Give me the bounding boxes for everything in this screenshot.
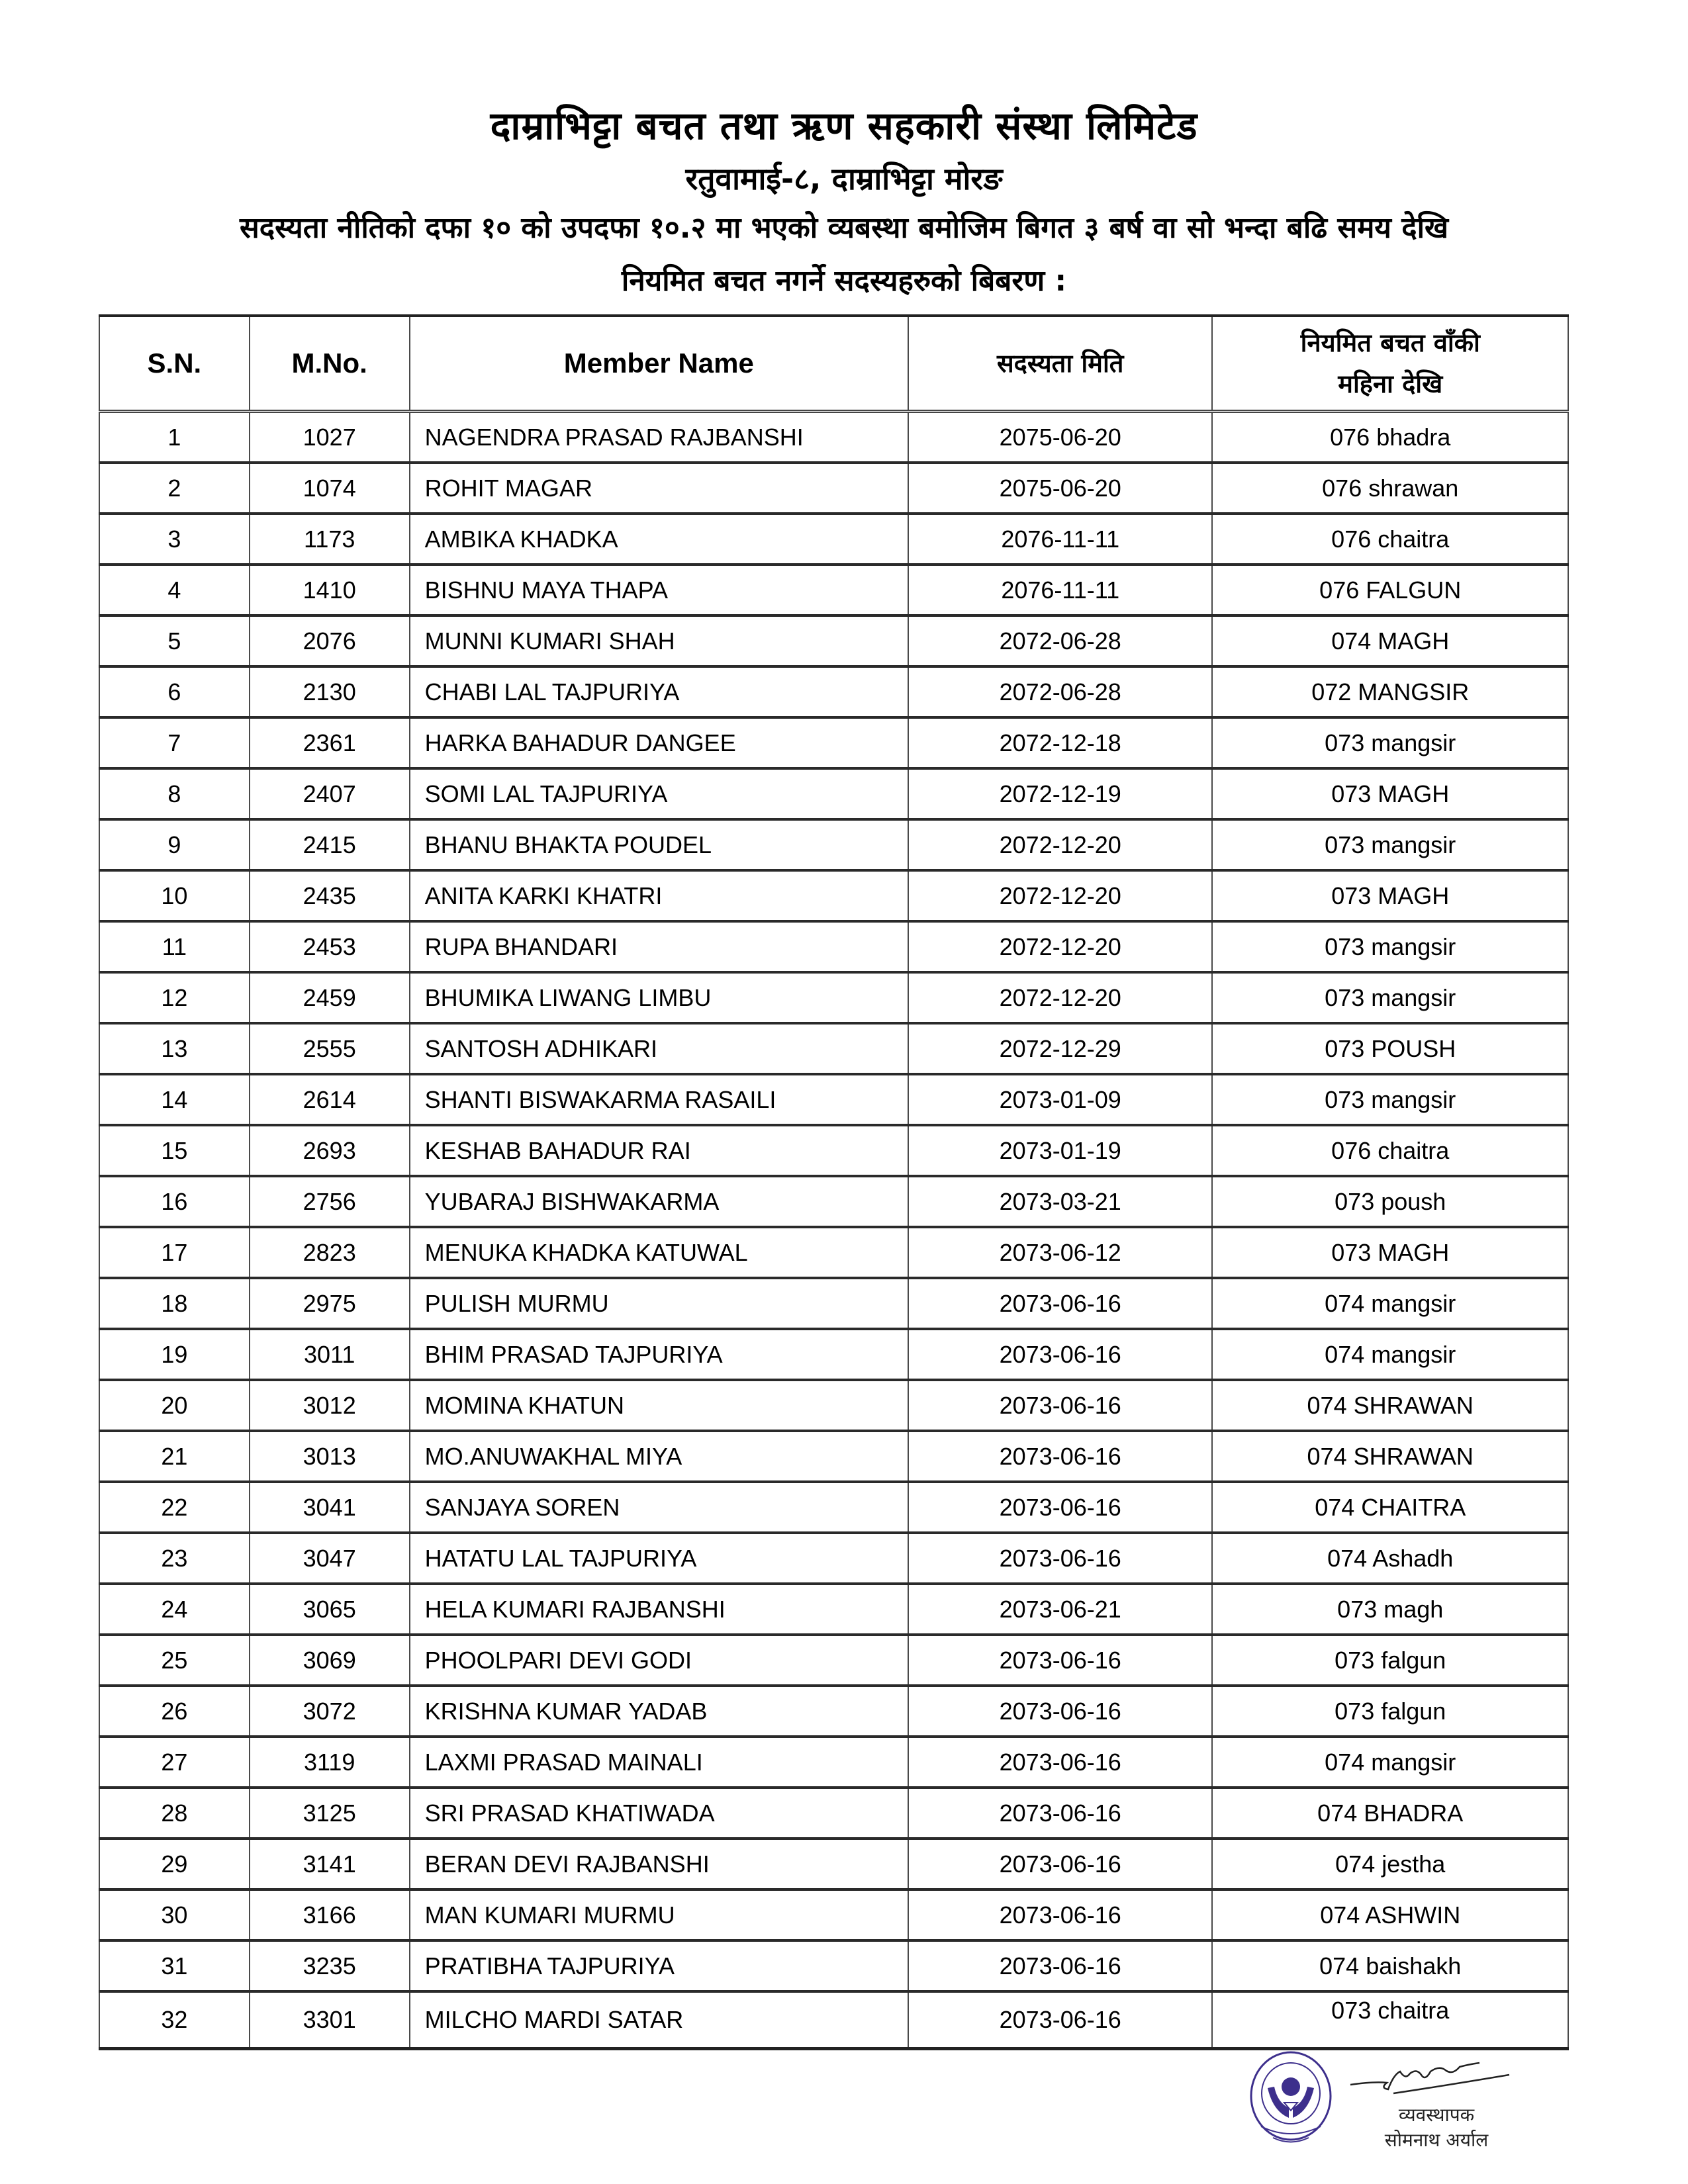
table-row	[99, 1431, 1568, 1482]
serial-number-cell: 14	[99, 1074, 250, 1125]
member-name-cell: SHANTI BISWAKARMA RASAILI	[410, 1074, 908, 1125]
membership-date-cell: 2073-06-16	[908, 1482, 1213, 1533]
member-number-cell: 3065	[250, 1584, 410, 1635]
pending-savings-since-cell: 076 bhadra	[1212, 412, 1568, 463]
membership-date-cell: 2073-06-16	[908, 1635, 1213, 1686]
membership-date-cell: 2072-12-20	[908, 870, 1213, 921]
member-name-cell: KRISHNA KUMAR YADAB	[410, 1686, 908, 1737]
member-number-cell: 2693	[250, 1125, 410, 1176]
member-name-cell: PULISH MURMU	[410, 1278, 908, 1329]
serial-number-cell: 4	[99, 565, 250, 615]
membership-date-cell: 2073-06-16	[908, 1278, 1213, 1329]
membership-date-cell: 2073-06-16	[908, 1788, 1213, 1839]
serial-number-cell: 12	[99, 972, 250, 1023]
membership-date-cell: 2072-06-28	[908, 666, 1213, 717]
table-row	[99, 1482, 1568, 1533]
member-name-cell: SANJAYA SOREN	[410, 1482, 908, 1533]
membership-date-cell: 2073-06-16	[908, 1991, 1213, 2049]
membership-date-cell: 2073-06-16	[908, 1533, 1213, 1584]
table-row	[99, 1023, 1568, 1074]
member-name-cell: BHANU BHAKTA POUDEL	[410, 819, 908, 870]
pending-savings-since-cell: 073 mangsir	[1212, 921, 1568, 972]
member-number-cell: 3011	[250, 1329, 410, 1380]
pending-savings-since-cell: 073 falgun	[1212, 1686, 1568, 1737]
member-number-cell: 2361	[250, 717, 410, 768]
table-row	[99, 717, 1568, 768]
member-name-cell: SRI PRASAD KHATIWADA	[410, 1788, 908, 1839]
membership-date-cell: 2072-12-20	[908, 921, 1213, 972]
table-row	[99, 1839, 1568, 1889]
table-row	[99, 1940, 1568, 1991]
member-name-cell: ROHIT MAGAR	[410, 463, 908, 514]
table-row	[99, 1788, 1568, 1839]
member-number-cell: 2435	[250, 870, 410, 921]
serial-number-cell: 16	[99, 1176, 250, 1227]
pending-savings-since-cell: 074 MAGH	[1212, 615, 1568, 666]
pending-savings-since-cell: 073 mangsir	[1212, 819, 1568, 870]
membership-date-cell: 2076-11-11	[908, 565, 1213, 615]
membership-date-cell: 2073-06-16	[908, 1889, 1213, 1940]
serial-number-cell: 21	[99, 1431, 250, 1482]
serial-number-cell: 3	[99, 514, 250, 565]
table-row	[99, 1176, 1568, 1227]
column-header-membership-date: सदस्यता मिति	[908, 316, 1213, 412]
serial-number-cell: 13	[99, 1023, 250, 1074]
member-number-cell: 3235	[250, 1940, 410, 1991]
membership-date-cell: 2073-06-16	[908, 1431, 1213, 1482]
pending-savings-since-cell: 073 magh	[1212, 1584, 1568, 1635]
member-number-cell: 1173	[250, 514, 410, 565]
member-name-cell: MILCHO MARDI SATAR	[410, 1991, 908, 2049]
pending-savings-since-cell: 073 chaitra	[1212, 1991, 1568, 2049]
serial-number-cell: 15	[99, 1125, 250, 1176]
table-row	[99, 1380, 1568, 1431]
member-number-cell: 1027	[250, 412, 410, 463]
membership-date-cell: 2072-06-28	[908, 615, 1213, 666]
serial-number-cell: 24	[99, 1584, 250, 1635]
table-row	[99, 870, 1568, 921]
member-number-cell: 3041	[250, 1482, 410, 1533]
membership-date-cell: 2073-06-16	[908, 1737, 1213, 1788]
member-number-cell: 2453	[250, 921, 410, 972]
member-name-cell: BHIM PRASAD TAJPURIYA	[410, 1329, 908, 1380]
serial-number-cell: 10	[99, 870, 250, 921]
pending-savings-since-cell: 074 mangsir	[1212, 1278, 1568, 1329]
column-header-member-number: M.No.	[250, 316, 410, 412]
member-number-cell: 3301	[250, 1991, 410, 2049]
pending-savings-since-cell: 074 mangsir	[1212, 1737, 1568, 1788]
member-number-cell: 3072	[250, 1686, 410, 1737]
serial-number-cell: 17	[99, 1227, 250, 1278]
member-number-cell: 1410	[250, 565, 410, 615]
table-row	[99, 412, 1568, 463]
pending-savings-since-cell: 074 mangsir	[1212, 1329, 1568, 1380]
member-number-cell: 3069	[250, 1635, 410, 1686]
serial-number-cell: 20	[99, 1380, 250, 1431]
table-row	[99, 1278, 1568, 1329]
member-number-cell: 1074	[250, 463, 410, 514]
member-number-cell: 2130	[250, 666, 410, 717]
serial-number-cell: 29	[99, 1839, 250, 1889]
serial-number-cell: 30	[99, 1889, 250, 1940]
membership-date-cell: 2073-06-21	[908, 1584, 1213, 1635]
signatory-role: व्यवस्थापक	[1398, 2104, 1475, 2126]
membership-date-cell: 2072-12-18	[908, 717, 1213, 768]
pending-savings-since-cell: 073 MAGH	[1212, 768, 1568, 819]
table-row	[99, 1074, 1568, 1125]
member-number-cell: 3141	[250, 1839, 410, 1889]
table-row	[99, 768, 1568, 819]
pending-savings-since-cell: 074 Ashadh	[1212, 1533, 1568, 1584]
table-row	[99, 972, 1568, 1023]
pending-savings-since-cell: 074 baishakh	[1212, 1940, 1568, 1991]
member-number-cell: 2975	[250, 1278, 410, 1329]
table-row	[99, 819, 1568, 870]
pending-savings-since-cell: 076 FALGUN	[1212, 565, 1568, 615]
pending-savings-since-cell: 076 chaitra	[1212, 514, 1568, 565]
membership-date-cell: 2073-06-16	[908, 1380, 1213, 1431]
serial-number-cell: 18	[99, 1278, 250, 1329]
pending-savings-since-cell: 076 chaitra	[1212, 1125, 1568, 1176]
serial-number-cell: 26	[99, 1686, 250, 1737]
member-number-cell: 2823	[250, 1227, 410, 1278]
membership-date-cell: 2072-12-19	[908, 768, 1213, 819]
member-name-cell: MENUKA KHADKA KATUWAL	[410, 1227, 908, 1278]
serial-number-cell: 32	[99, 1991, 250, 2049]
pending-savings-since-cell: 074 SHRAWAN	[1212, 1431, 1568, 1482]
handwritten-signature-icon	[1347, 2055, 1519, 2108]
membership-date-cell: 2073-06-16	[908, 1940, 1213, 1991]
pending-savings-since-cell: 074 jestha	[1212, 1839, 1568, 1889]
member-name-cell: LAXMI PRASAD MAINALI	[410, 1737, 908, 1788]
column-header-pending-line-1: नियमित बचत वाँकी	[1300, 328, 1480, 357]
table-row	[99, 666, 1568, 717]
notice-line-2: नियमित बचत नगर्ने सदस्यहरुको बिबरण :	[621, 264, 1067, 298]
table-row	[99, 1686, 1568, 1737]
serial-number-cell: 23	[99, 1533, 250, 1584]
member-number-cell: 3119	[250, 1737, 410, 1788]
pending-savings-since-cell: 074 CHAITRA	[1212, 1482, 1568, 1533]
pending-savings-since-cell: 072 MANGSIR	[1212, 666, 1568, 717]
member-number-cell: 2407	[250, 768, 410, 819]
table-row	[99, 921, 1568, 972]
pending-savings-since-cell: 074 ASHWIN	[1212, 1889, 1568, 1940]
member-number-cell: 3012	[250, 1380, 410, 1431]
pending-savings-since-cell: 073 POUSH	[1212, 1023, 1568, 1074]
column-header-pending-savings-since	[1212, 316, 1568, 412]
member-name-cell: MO.ANUWAKHAL MIYA	[410, 1431, 908, 1482]
table-row	[99, 463, 1568, 514]
serial-number-cell: 25	[99, 1635, 250, 1686]
member-name-cell: KESHAB BAHADUR RAI	[410, 1125, 908, 1176]
serial-number-cell: 31	[99, 1940, 250, 1991]
table-row	[99, 1889, 1568, 1940]
organization-address: रतुवामाई-८, दाम्राभिट्टा मोरङ	[685, 161, 1003, 197]
member-name-cell: HARKA BAHADUR DANGEE	[410, 717, 908, 768]
serial-number-cell: 28	[99, 1788, 250, 1839]
membership-date-cell: 2073-03-21	[908, 1176, 1213, 1227]
member-name-cell: MAN KUMARI MURMU	[410, 1889, 908, 1940]
pending-savings-since-cell: 074 BHADRA	[1212, 1788, 1568, 1839]
membership-date-cell: 2073-06-12	[908, 1227, 1213, 1278]
member-name-cell: BHUMIKA LIWANG LIMBU	[410, 972, 908, 1023]
table-row	[99, 1584, 1568, 1635]
pending-savings-since-cell: 076 shrawan	[1212, 463, 1568, 514]
serial-number-cell: 22	[99, 1482, 250, 1533]
member-number-cell: 3166	[250, 1889, 410, 1940]
pending-savings-since-cell: 074 SHRAWAN	[1212, 1380, 1568, 1431]
member-name-cell: RUPA BHANDARI	[410, 921, 908, 972]
table-row	[99, 565, 1568, 615]
membership-date-cell: 2076-11-11	[908, 514, 1213, 565]
serial-number-cell: 2	[99, 463, 250, 514]
member-number-cell: 2076	[250, 615, 410, 666]
member-name-cell: BERAN DEVI RAJBANSHI	[410, 1839, 908, 1889]
membership-date-cell: 2073-06-16	[908, 1839, 1213, 1889]
signatory-name: सोमनाथ अर्याल	[1384, 2129, 1489, 2151]
serial-number-cell: 1	[99, 412, 250, 463]
membership-date-cell: 2073-01-09	[908, 1074, 1213, 1125]
organization-title: दाम्राभिट्टा बचत तथा ऋण सहकारी संस्था लिमिटेड	[490, 103, 1198, 148]
serial-number-cell: 9	[99, 819, 250, 870]
member-name-cell: PRATIBHA TAJPURIYA	[410, 1940, 908, 1991]
member-name-cell: SOMI LAL TAJPURIYA	[410, 768, 908, 819]
member-number-cell: 3047	[250, 1533, 410, 1584]
member-name-cell: MOMINA KHATUN	[410, 1380, 908, 1431]
member-name-cell: BISHNU MAYA THAPA	[410, 565, 908, 615]
column-header-member-name: Member Name	[410, 316, 908, 412]
member-name-cell: PHOOLPARI DEVI GODI	[410, 1635, 908, 1686]
member-number-cell: 2756	[250, 1176, 410, 1227]
column-header-serial-number: S.N.	[99, 316, 250, 412]
pending-savings-since-cell: 073 mangsir	[1212, 717, 1568, 768]
membership-date-cell: 2075-06-20	[908, 463, 1213, 514]
member-name-cell: MUNNI KUMARI SHAH	[410, 615, 908, 666]
member-name-cell: AMBIKA KHADKA	[410, 514, 908, 565]
table-row	[99, 1329, 1568, 1380]
member-name-cell: CHABI LAL TAJPURIYA	[410, 666, 908, 717]
members-table	[99, 314, 1569, 2050]
membership-date-cell: 2073-06-16	[908, 1329, 1213, 1380]
member-number-cell: 2415	[250, 819, 410, 870]
table-row	[99, 1533, 1568, 1584]
table-row	[99, 1227, 1568, 1278]
member-number-cell: 2459	[250, 972, 410, 1023]
member-number-cell: 2555	[250, 1023, 410, 1074]
table-body	[99, 412, 1568, 2049]
member-number-cell: 3013	[250, 1431, 410, 1482]
serial-number-cell: 27	[99, 1737, 250, 1788]
pending-savings-since-cell: 073 MAGH	[1212, 1227, 1568, 1278]
table-row	[99, 1991, 1568, 2049]
table-header-row	[99, 316, 1568, 412]
serial-number-cell: 7	[99, 717, 250, 768]
member-name-cell: SANTOSH ADHIKARI	[410, 1023, 908, 1074]
membership-date-cell: 2075-06-20	[908, 412, 1213, 463]
serial-number-cell: 6	[99, 666, 250, 717]
membership-date-cell: 2072-12-20	[908, 819, 1213, 870]
membership-date-cell: 2072-12-20	[908, 972, 1213, 1023]
member-number-cell: 3125	[250, 1788, 410, 1839]
membership-date-cell: 2073-01-19	[908, 1125, 1213, 1176]
organization-seal-icon	[1248, 2048, 1334, 2148]
member-name-cell: NAGENDRA PRASAD RAJBANSHI	[410, 412, 908, 463]
pending-savings-since-cell: 073 falgun	[1212, 1635, 1568, 1686]
pending-savings-since-cell: 073 mangsir	[1212, 972, 1568, 1023]
member-name-cell: HELA KUMARI RAJBANSHI	[410, 1584, 908, 1635]
table-row	[99, 1737, 1568, 1788]
notice-line-1: सदस्यता नीतिको दफा १० को उपदफा १०.२ मा भएको व्यबस्था बमोजिम बिगत ३ बर्ष वा सो भन्दा बढि समय देखि	[239, 211, 1449, 245]
serial-number-cell: 11	[99, 921, 250, 972]
serial-number-cell: 19	[99, 1329, 250, 1380]
pending-savings-since-cell: 073 mangsir	[1212, 1074, 1568, 1125]
serial-number-cell: 5	[99, 615, 250, 666]
table-row	[99, 1125, 1568, 1176]
member-name-cell: ANITA KARKI KHATRI	[410, 870, 908, 921]
serial-number-cell: 8	[99, 768, 250, 819]
membership-date-cell: 2073-06-16	[908, 1686, 1213, 1737]
table-row	[99, 615, 1568, 666]
pending-savings-since-cell: 073 poush	[1212, 1176, 1568, 1227]
table-row	[99, 514, 1568, 565]
member-number-cell: 2614	[250, 1074, 410, 1125]
table-row	[99, 1635, 1568, 1686]
membership-date-cell: 2072-12-29	[908, 1023, 1213, 1074]
column-header-pending-line-2: महिना देखि	[1338, 369, 1443, 398]
member-name-cell: HATATU LAL TAJPURIYA	[410, 1533, 908, 1584]
member-name-cell: YUBARAJ BISHWAKARMA	[410, 1176, 908, 1227]
pending-savings-since-cell: 073 MAGH	[1212, 870, 1568, 921]
